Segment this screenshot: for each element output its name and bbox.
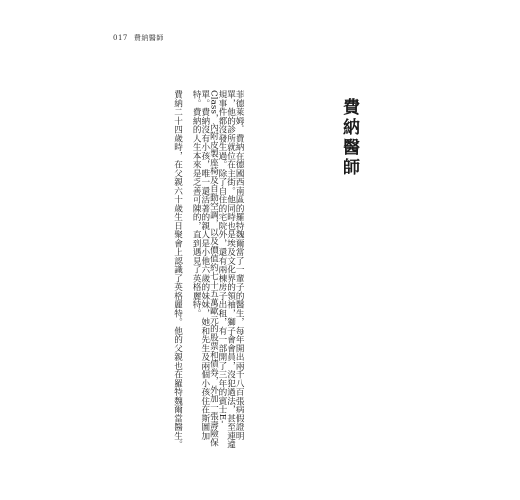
body-text	[173, 90, 243, 450]
running-title: 費納醫師	[133, 34, 164, 42]
running-header	[113, 33, 164, 43]
chapter-title: 費納醫師	[339, 98, 359, 178]
paragraph-1: 菲德萊姆．費納在德國西南區的羅特魏爾當了一輩子的醫生，每年開出兩千八百張病假證明單，他的診所就位在主街。他同時也是埃及文化界的領袖，獅子會會員，沒犯過法，甚至連違規事件都沒發生過。除了自住的宅院外，還有兩棟房子出租，有一部開了三年的賓士E-Class，內附皮製座椅及自動空調，以及價值約七十五萬歐元的股票和債券，外加一張壽險保單。費納沒有小孩，唯一還活著的親人是小他六歲的妹妹，她和先生及兩個小孩住在斯圖加特。費納的人生本來是乏善可陳的，直到遇見了英格麗特。	[191, 90, 245, 449]
page-number: 017	[113, 34, 128, 42]
paragraph-2: 費納二十四歲時，在父親六十歲生日聚會上認識了英格麗特。他的父親也在羅特魏爾當醫生。	[172, 90, 183, 449]
